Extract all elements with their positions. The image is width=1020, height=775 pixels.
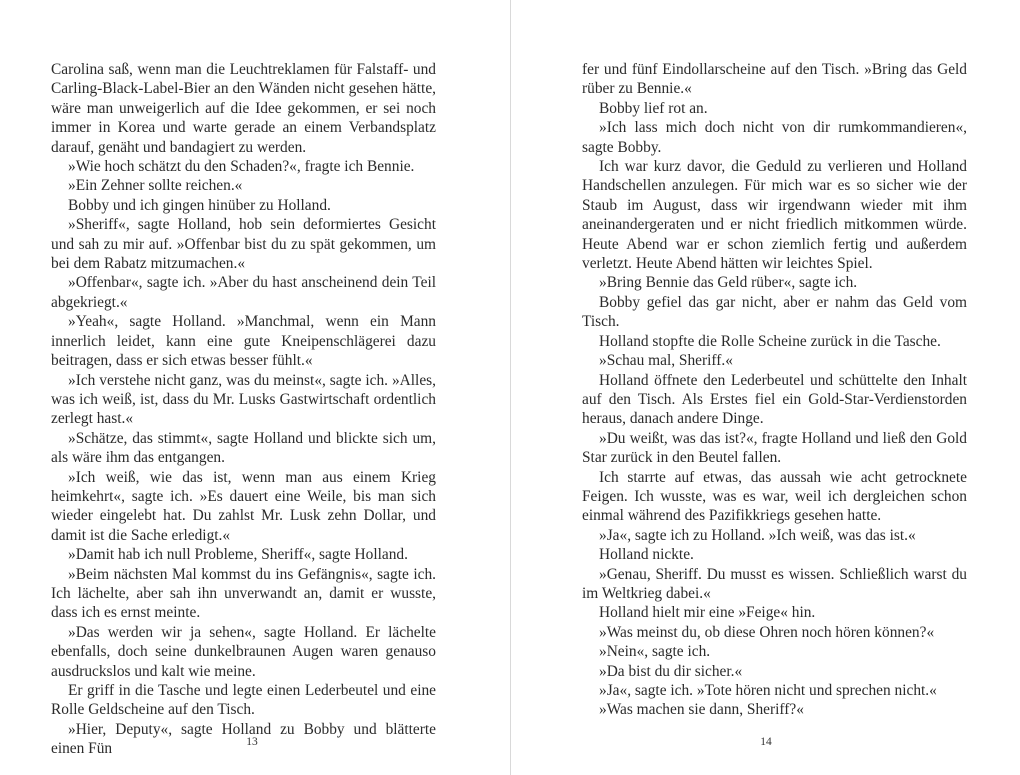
paragraph: »Sheriff«, sagte Holland, hob sein deformiertes Gesicht und sah zu mir auf. »Offenbar bist du zu spät gekommen, um bei dem Rabatz mitzumachen.« [51,216,436,273]
paragraph: Ich war kurz davor, die Geduld zu verlieren und Holland Handschellen anzulegen. Für mich war es so sicher wie der Staub im August, dass wir irgendwann wieder mit ihm aneinandergeraten und er nicht friedlich mitkommen würde. Heute Abend war er schon ziemlich fertig und außerdem verletzt. Heute Abend hätten wir leichtes Spiel. [582,158,967,273]
page-number-left: 13 [246,736,258,748]
paragraph: »Ich verstehe nicht ganz, was du meinst«, sagte ich. »Alles, was ich weiß, ist, dass du Mr. Lusks Gastwirtschaft ordentlich zerlegt hast.« [51,371,436,428]
paragraph: Holland öffnete den Lederbeutel und schüttelte den Inhalt auf den Tisch. Als Erstes fiel ein Gold-Star-Verdienstorden heraus, danach andere Dinge. [582,371,967,428]
left-page-text [51,60,436,759]
paragraph: Ich starrte auf etwas, das aussah wie acht getrocknete Feigen. Ich wusste, was es war, weil ich dergleichen schon einmal während des Pazifikkriegs gesehen hatte. [582,468,967,525]
paragraph: »Genau, Sheriff. Du musst es wissen. Schließlich warst du im Weltkrieg dabei.« [582,565,967,602]
paragraph: Er griff in die Tasche und legte einen Lederbeutel und eine Rolle Geldscheine auf den Tisch. [51,682,436,719]
paragraph: »Ich weiß, wie das ist, wenn man aus einem Krieg heimkehrt«, sagte ich. »Es dauert eine Weile, bis man sich wieder eingelebt hat. Du zahlst Mr. Lusk zehn Dollar, und damit ist die Sache erledigt.« [51,468,436,544]
paragraph: Holland hielt mir eine »Feige« hin. [599,604,816,622]
paragraph: »Hier, Deputy«, sagte Holland zu Bobby und blätterte einen Fün [51,720,436,758]
paragraph: Bobby gefiel das gar nicht, aber er nahm das Geld vom Tisch. [582,293,967,331]
paragraph: »Ich lass mich doch nicht von dir rumkommandieren«, sagte Bobby. [582,119,967,156]
paragraph: »Wie hoch schätzt du den Schaden?«, fragte ich Bennie. [68,158,415,176]
paragraph: »Offenbar«, sagte ich. »Aber du hast anscheinend dein Teil abgekriegt.« [51,274,436,311]
paragraph: Holland nickte. [599,546,694,564]
right-page-text [582,60,967,720]
paragraph: »Was machen sie dann, Sheriff?« [599,701,804,719]
paragraph: Carolina saß, wenn man die Leuchtreklamen für Falstaff- und Carling-Black-Label-Bier an den Wänden nicht gesehen hätte, wäre man unweigerlich auf die Idee gekommen, er sei noch immer in Korea und warte gerade an einem Verbandsplatz darauf, genäht und bandagiert zu werden. [51,61,436,156]
paragraph: Bobby und ich gingen hinüber zu Holland. [68,196,331,214]
paragraph: »Damit hab ich null Probleme, Sheriff«, sagte Holland. [68,546,408,564]
paragraph: »Ein Zehner sollte reichen.« [68,177,243,195]
paragraph: »Was meinst du, ob diese Ohren noch hören können?« [599,623,935,641]
paragraph: »Beim nächsten Mal kommst du ins Gefängnis«, sagte ich. Ich lächelte, aber sah ihn unverwandt an, damit er wusste, dass ich es ernst meinte. [51,565,436,622]
paragraph: »Schau mal, Sheriff.« [599,352,733,370]
paragraph: Bobby lief rot an. [599,99,708,117]
paragraph: »Bring Bennie das Geld rüber«, sagte ich. [599,274,858,292]
page-gutter-divider [510,0,511,775]
paragraph: »Ja«, sagte ich. »Tote hören nicht und sprechen nicht.« [599,682,937,699]
paragraph: »Nein«, sagte ich. [599,643,711,661]
paragraph: Holland stopfte die Rolle Scheine zurück in die Tasche. [599,332,941,350]
paragraph: fer und fünf Eindollarscheine auf den Tisch. »Bring das Geld rüber zu Bennie.« [582,61,967,98]
paragraph: »Da bist du dir sicher.« [599,662,743,680]
paragraph: »Das werden wir ja sehen«, sagte Holland. Er lächelte ebenfalls, doch seine dunkelbraunen Augen waren genauso ausdruckslos und kalt wie meine. [51,623,436,680]
paragraph: »Du weißt, was das ist?«, fragte Holland und ließ den Gold Star zurück in den Beutel fallen. [582,429,967,467]
paragraph: »Ja«, sagte ich zu Holland. »Ich weiß, was das ist.« [599,526,916,544]
page-number-right: 14 [760,736,772,748]
paragraph: »Schätze, das stimmt«, sagte Holland und blickte sich um, als wäre ihm das entgangen. [51,429,436,467]
paragraph: »Yeah«, sagte Holland. »Manchmal, wenn ein Mann innerlich leidet, kann eine gute Kneipenschlägerei dazu beitragen, dass er sich etwas besser fühlt.« [51,313,436,370]
